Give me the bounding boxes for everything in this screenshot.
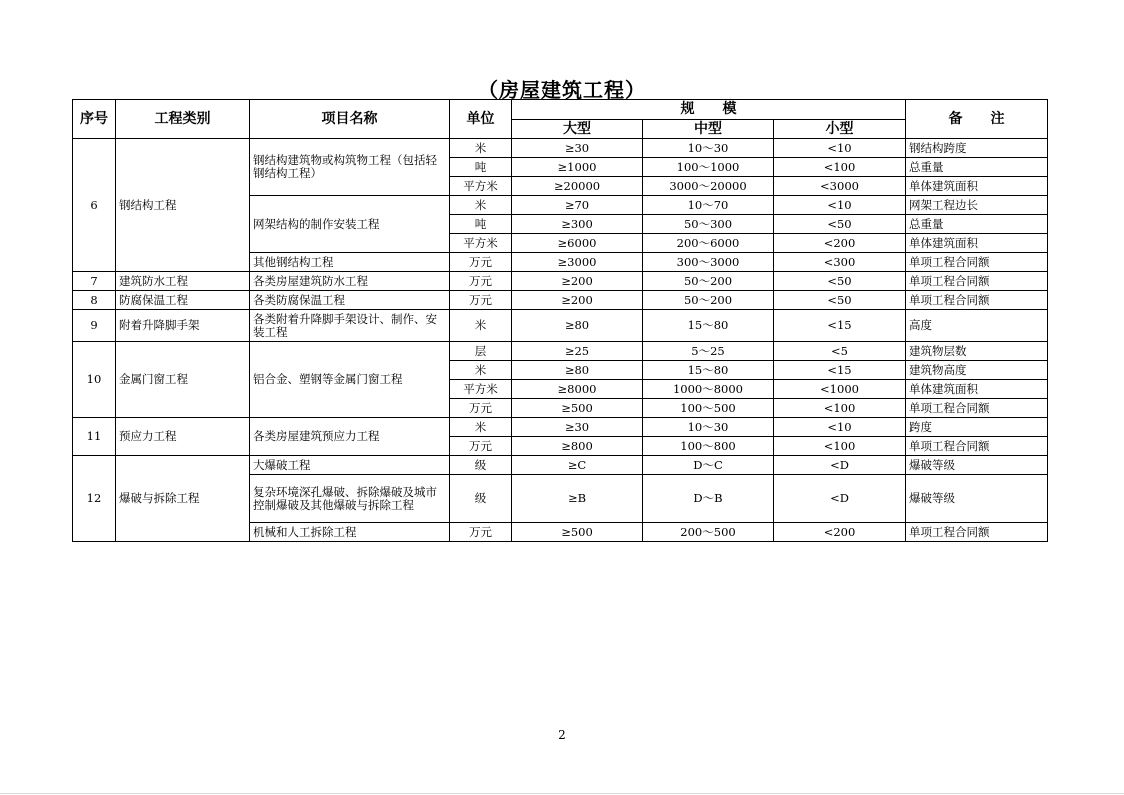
table-row (73, 272, 1048, 291)
cell-category: 建筑防水工程 (116, 272, 250, 291)
cell-medium: 300～3000 (643, 253, 774, 272)
cell-medium: 1000～8000 (643, 380, 774, 399)
cell-unit: 吨 (450, 158, 512, 177)
cell-medium: 100～500 (643, 399, 774, 418)
cell-large: ≥30 (512, 139, 643, 158)
cell-large: ≥800 (512, 437, 643, 456)
header-no: 序号 (73, 100, 116, 139)
cell-large: ≥20000 (512, 177, 643, 196)
cell-medium: 10～30 (643, 139, 774, 158)
cell-large: ≥200 (512, 291, 643, 310)
cell-remark: 单体建筑面积 (906, 380, 1048, 399)
cell-unit: 万元 (450, 523, 512, 542)
cell-large: ≥3000 (512, 253, 643, 272)
cell-remark: 高度 (906, 310, 1048, 342)
cell-large: ≥500 (512, 523, 643, 542)
cell-unit: 米 (450, 418, 512, 437)
cell-medium: 15～80 (643, 310, 774, 342)
cell-unit: 米 (450, 139, 512, 158)
cell-no: 12 (73, 456, 116, 542)
cell-medium: 50～200 (643, 272, 774, 291)
cell-large: ≥25 (512, 342, 643, 361)
cell-no: 8 (73, 291, 116, 310)
cell-category: 预应力工程 (116, 418, 250, 456)
cell-small: <50 (774, 291, 906, 310)
cell-large: ≥6000 (512, 234, 643, 253)
cell-large: ≥80 (512, 361, 643, 380)
cell-large: ≥B (512, 475, 643, 523)
cell-category: 钢结构工程 (116, 139, 250, 272)
header-large: 大型 (512, 120, 643, 139)
cell-small: <15 (774, 310, 906, 342)
cell-unit: 万元 (450, 399, 512, 418)
cell-small: <15 (774, 361, 906, 380)
cell-category: 金属门窗工程 (116, 342, 250, 418)
cell-small: <D (774, 456, 906, 475)
cell-unit: 米 (450, 361, 512, 380)
cell-small: <100 (774, 437, 906, 456)
page-divider (0, 793, 1124, 794)
header-remark: 备 注 (906, 100, 1048, 139)
cell-remark: 单体建筑面积 (906, 234, 1048, 253)
cell-small: <300 (774, 253, 906, 272)
cell-small: <5 (774, 342, 906, 361)
cell-unit: 万元 (450, 291, 512, 310)
cell-category: 爆破与拆除工程 (116, 456, 250, 542)
cell-category: 附着升降脚手架 (116, 310, 250, 342)
cell-project: 各类附着升降脚手架设计、制作、安装工程 (250, 310, 450, 342)
cell-remark: 网架工程边长 (906, 196, 1048, 215)
cell-no: 10 (73, 342, 116, 418)
page-title: （房屋建筑工程） (478, 78, 646, 102)
cell-medium: 200～6000 (643, 234, 774, 253)
cell-no: 7 (73, 272, 116, 291)
cell-remark: 单项工程合同额 (906, 253, 1048, 272)
cell-small: <10 (774, 418, 906, 437)
cell-small: <200 (774, 523, 906, 542)
cell-large: ≥300 (512, 215, 643, 234)
cell-project: 各类房屋建筑防水工程 (250, 272, 450, 291)
cell-project: 机械和人工拆除工程 (250, 523, 450, 542)
cell-remark: 总重量 (906, 158, 1048, 177)
cell-remark: 单项工程合同额 (906, 437, 1048, 456)
cell-no: 11 (73, 418, 116, 456)
cell-project: 大爆破工程 (250, 456, 450, 475)
cell-project: 各类房屋建筑预应力工程 (250, 418, 450, 456)
cell-project: 各类防腐保温工程 (250, 291, 450, 310)
cell-no: 6 (73, 139, 116, 272)
cell-remark: 钢结构跨度 (906, 139, 1048, 158)
cell-remark: 单体建筑面积 (906, 177, 1048, 196)
cell-medium: 100～800 (643, 437, 774, 456)
cell-medium: 3000～20000 (643, 177, 774, 196)
header-scale: 规 模 (512, 100, 906, 120)
cell-medium: D～B (643, 475, 774, 523)
cell-large: ≥200 (512, 272, 643, 291)
table-body (73, 139, 1048, 542)
cell-remark: 爆破等级 (906, 456, 1048, 475)
header-medium: 中型 (643, 120, 774, 139)
cell-medium: 10～30 (643, 418, 774, 437)
cell-small: <100 (774, 158, 906, 177)
table-row (73, 139, 1048, 158)
cell-unit: 平方米 (450, 177, 512, 196)
cell-remark: 单项工程合同额 (906, 399, 1048, 418)
cell-small: <3000 (774, 177, 906, 196)
cell-small: <100 (774, 399, 906, 418)
cell-small: <50 (774, 215, 906, 234)
cell-medium: 50～200 (643, 291, 774, 310)
cell-category: 防腐保温工程 (116, 291, 250, 310)
cell-project: 复杂环境深孔爆破、拆除爆破及城市控制爆破及其他爆破与拆除工程 (250, 475, 450, 523)
cell-medium: 15～80 (643, 361, 774, 380)
cell-large: ≥30 (512, 418, 643, 437)
cell-project: 其他钢结构工程 (250, 253, 450, 272)
header-small: 小型 (774, 120, 906, 139)
cell-large: ≥C (512, 456, 643, 475)
cell-remark: 单项工程合同额 (906, 291, 1048, 310)
cell-unit: 万元 (450, 272, 512, 291)
cell-unit: 层 (450, 342, 512, 361)
cell-medium: 50～300 (643, 215, 774, 234)
cell-large: ≥1000 (512, 158, 643, 177)
header-project: 项目名称 (250, 100, 450, 139)
scale-table (72, 99, 1048, 542)
page-number: 2 (558, 728, 566, 742)
cell-remark: 爆破等级 (906, 475, 1048, 523)
header-unit: 单位 (450, 100, 512, 139)
cell-large: ≥80 (512, 310, 643, 342)
cell-remark: 建筑物层数 (906, 342, 1048, 361)
cell-project: 网架结构的制作安装工程 (250, 196, 450, 253)
cell-small: <200 (774, 234, 906, 253)
cell-remark: 单项工程合同额 (906, 523, 1048, 542)
table-row (73, 418, 1048, 437)
cell-medium: 200～500 (643, 523, 774, 542)
cell-large: ≥8000 (512, 380, 643, 399)
cell-small: <D (774, 475, 906, 523)
cell-remark: 总重量 (906, 215, 1048, 234)
cell-unit: 米 (450, 196, 512, 215)
cell-small: <1000 (774, 380, 906, 399)
table-row (73, 456, 1048, 475)
table-row (73, 291, 1048, 310)
header-category: 工程类别 (116, 100, 250, 139)
cell-unit: 级 (450, 456, 512, 475)
cell-remark: 跨度 (906, 418, 1048, 437)
cell-unit: 平方米 (450, 234, 512, 253)
cell-project: 铝合金、塑钢等金属门窗工程 (250, 342, 450, 418)
cell-remark: 单项工程合同额 (906, 272, 1048, 291)
cell-unit: 级 (450, 475, 512, 523)
cell-remark: 建筑物高度 (906, 361, 1048, 380)
cell-large: ≥70 (512, 196, 643, 215)
cell-medium: 10～70 (643, 196, 774, 215)
cell-small: <10 (774, 196, 906, 215)
cell-unit: 吨 (450, 215, 512, 234)
cell-medium: 5～25 (643, 342, 774, 361)
cell-unit: 万元 (450, 437, 512, 456)
cell-unit: 平方米 (450, 380, 512, 399)
cell-project: 钢结构建筑物或构筑物工程（包括轻钢结构工程） (250, 139, 450, 196)
cell-small: <50 (774, 272, 906, 291)
cell-medium: D～C (643, 456, 774, 475)
cell-small: <10 (774, 139, 906, 158)
cell-unit: 米 (450, 310, 512, 342)
table-row (73, 310, 1048, 342)
cell-unit: 万元 (450, 253, 512, 272)
cell-no: 9 (73, 310, 116, 342)
table-row (73, 342, 1048, 361)
cell-large: ≥500 (512, 399, 643, 418)
cell-medium: 100～1000 (643, 158, 774, 177)
